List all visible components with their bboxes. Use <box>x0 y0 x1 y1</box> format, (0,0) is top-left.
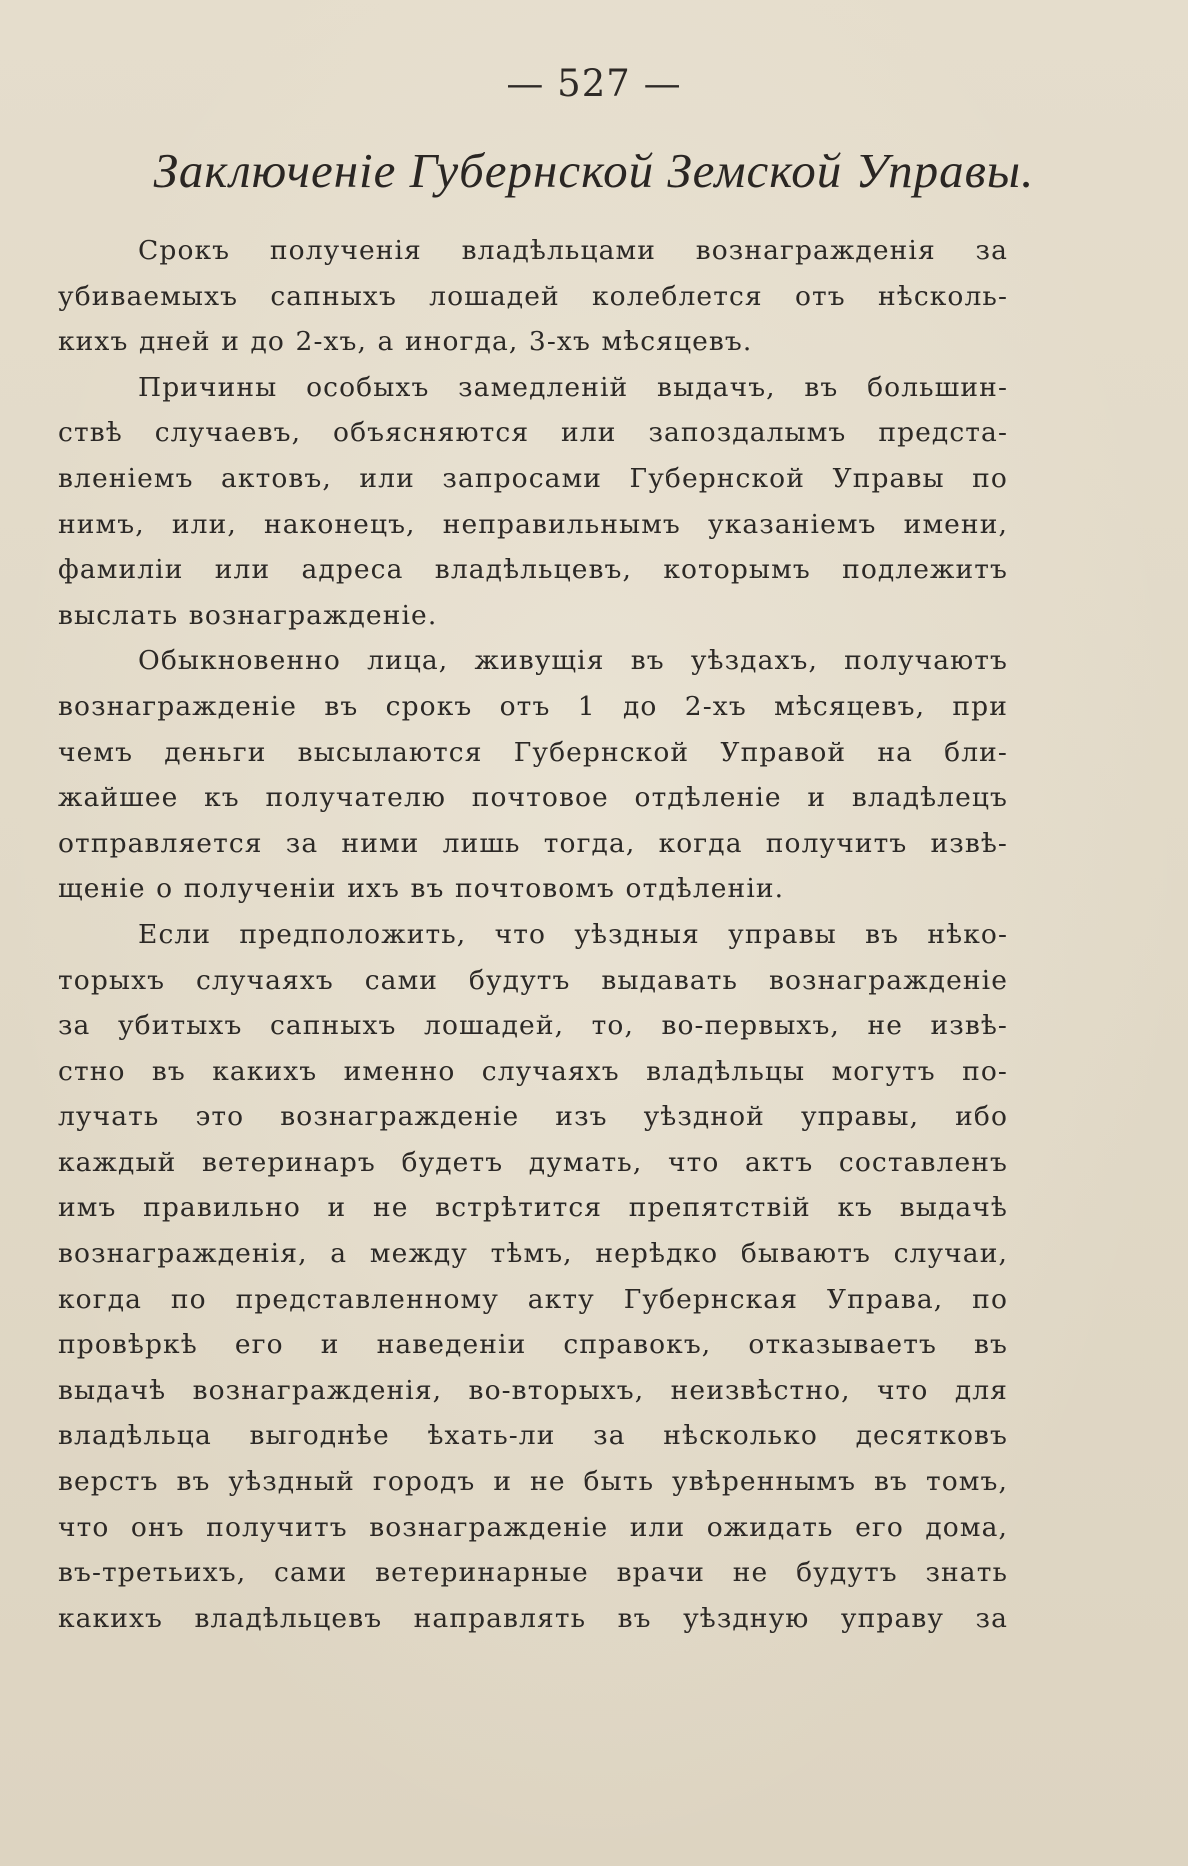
body-text <box>58 228 1008 1641</box>
text-line: кихъ дней и до 2-хъ, а иногда, 3-хъ мѣсяцевъ. <box>58 326 753 358</box>
text-line: щенiе о полученiи ихъ въ почтовомъ отдѣленiи. <box>58 873 785 905</box>
section-heading: Заключенiе Губернской Земской Управы. <box>153 143 1035 198</box>
text-line: убиваемыхъ сапныхъ лошадей колеблется отъ нѣсколь- <box>58 280 1008 312</box>
paragraph <box>58 638 1008 912</box>
text-line: Причины особыхъ замедленiй выдачъ, въ большин- <box>138 371 1008 403</box>
text-line: Обыкновенно лица, живущiя въ уѣздахъ, получаютъ <box>138 645 1008 677</box>
text-line: каждый ветеринаръ будетъ думать, что актъ составленъ <box>58 1146 1008 1178</box>
page-number: — 527 — <box>506 62 682 105</box>
text-line: стно въ какихъ именно случаяхъ владѣльцы могутъ по- <box>58 1055 1008 1087</box>
text-line: провѣркѣ его и наведенiи справокъ, отказываетъ въ <box>58 1329 1008 1361</box>
text-line: за убитыхъ сапныхъ лошадей, то, во-первыхъ, не извѣ- <box>58 1010 1008 1042</box>
text-line: выдачѣ вознагражденiя, во-вторыхъ, неизвѣстно, что для <box>58 1374 1008 1406</box>
text-line: чемъ деньги высылаются Губернской Управой на бли- <box>58 736 1008 768</box>
text-line: фамилiи или адреса владѣльцевъ, которымъ подлежитъ <box>58 554 1008 586</box>
text-line: вознагражденiя, а между тѣмъ, нерѣдко бываютъ случаи, <box>58 1238 1008 1270</box>
text-line: нимъ, или, наконецъ, неправильнымъ указанiемъ имени, <box>58 508 1008 540</box>
text-line: лучать это вознагражденiе изъ уѣздной управы, ибо <box>58 1101 1008 1133</box>
text-line: отправляется за ними лишь тогда, когда получитъ извѣ- <box>58 827 1008 859</box>
text-line: въ-третьихъ, сами ветеринарные врачи не будутъ знать <box>58 1557 1008 1589</box>
text-line: выслать вознагражденiе. <box>58 599 438 631</box>
paragraph <box>58 365 1008 639</box>
text-line: вленiемъ актовъ, или запросами Губернской Управы по <box>58 462 1008 494</box>
text-line: ствѣ случаевъ, объясняются или запоздалымъ предста- <box>58 417 1008 449</box>
text-line: верстъ въ уѣздный городъ и не быть увѣреннымъ въ томъ, <box>58 1466 1008 1498</box>
text-line: имъ правильно и не встрѣтится препятствiй къ выдачѣ <box>58 1192 1008 1224</box>
text-line: когда по представленному акту Губернская Управа, по <box>58 1283 1008 1315</box>
text-line: Срокъ полученiя владѣльцами вознагражденiя за <box>138 235 1008 266</box>
text-line: какихъ владѣльцевъ направлять въ уѣздную управу за <box>58 1602 1008 1634</box>
text-line: Если предположить, что уѣздныя управы въ нѣко- <box>138 918 1008 950</box>
text-line: вознагражденiе въ срокъ отъ 1 до 2-хъ мѣсяцевъ, при <box>58 690 1008 722</box>
paragraph <box>58 228 1008 365</box>
text-line: жайшее къ получателю почтовое отдѣленiе и владѣлецъ <box>58 782 1008 814</box>
text-line: торыхъ случаяхъ сами будутъ выдавать вознагражденiе <box>58 964 1008 996</box>
text-line: что онъ получитъ вознагражденiе или ожидать его дома, <box>58 1511 1008 1543</box>
text-line: владѣльца выгоднѣе ѣхать-ли за нѣсколько десятковъ <box>58 1420 1008 1452</box>
paragraph <box>58 912 1008 1642</box>
